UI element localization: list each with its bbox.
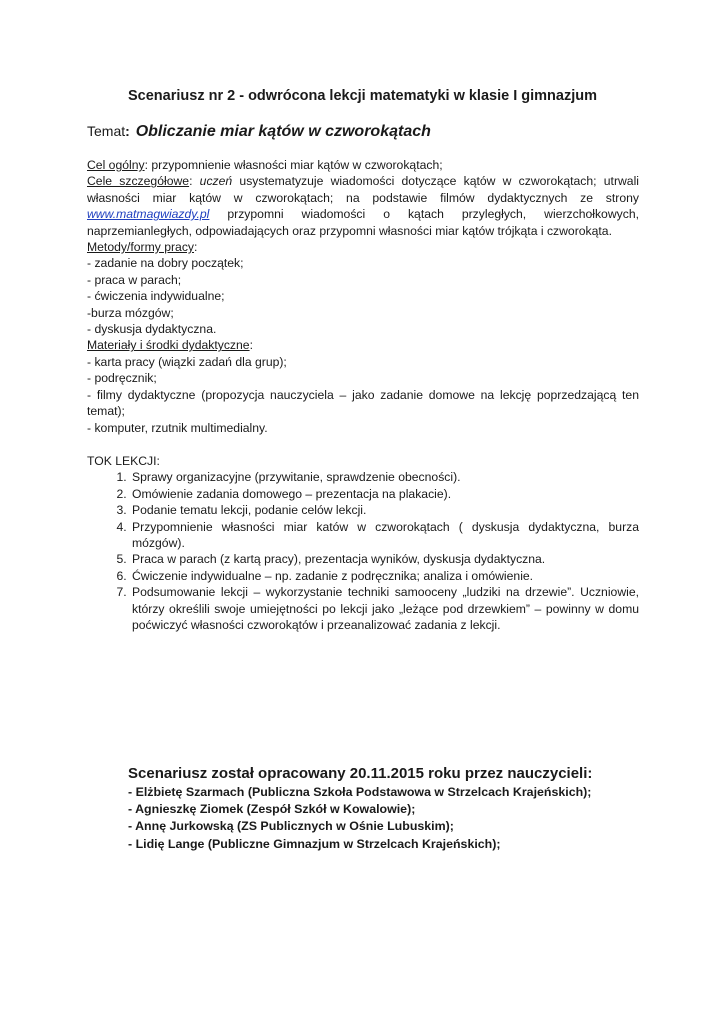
author-line: - Agnieszkę Ziomek (Zespół Szkół w Kowalowie); bbox=[128, 802, 416, 817]
lesson-step: 3. Podanie tematu lekcji, podanie celów lekcji. bbox=[130, 502, 639, 518]
lesson-step: 1. Sprawy organizacyjne (przywitanie, sprawdzenie obecności). bbox=[130, 469, 639, 485]
materials-section: Materiały i środki dydaktyczne: - karta pracy (wiązki zadań dla grup); - podręcznik; - filmy dydaktyczne (propozycja nauczyciela – jako zadanie domowe na lekcję poprzedzającą ten temat); - komputer, rzutnik multimedialny. bbox=[87, 338, 639, 435]
lesson-steps bbox=[87, 469, 639, 633]
goals-specific-text-2: przypomni wiadomości o kątach przyległych, wierzchołkowych, naprzemianległych, odpowiadających oraz przypomni własności miar kątów trójkąta i czworokąta. bbox=[87, 207, 639, 238]
lesson-step: 4. Przypomnienie własności miar katów w czworokątach ( dyskusja dydaktyczna, burza mózgów). bbox=[130, 519, 639, 552]
list-item: - karta pracy (wiązki zadań dla grup); bbox=[87, 354, 287, 369]
goal-general-text: przypomnienie własności miar kątów w czworokątach; bbox=[151, 158, 443, 172]
list-item: - ćwiczenia indywidualne; bbox=[87, 289, 225, 304]
list-item: -burza mózgów; bbox=[87, 305, 174, 320]
list-item: - filmy dydaktyczne (propozycja nauczyciela – jako zadanie domowe na lekcję poprzedzającą ten temat); bbox=[87, 387, 639, 419]
authors-section bbox=[128, 764, 648, 853]
topic-value: Obliczanie miar kątów w czworokątach bbox=[135, 123, 431, 140]
website-link[interactable]: www.matmagwiazdy.pl bbox=[87, 207, 210, 222]
author-line: - Annę Jurkowską (ZS Publicznych w Ośnie Lubuskim); bbox=[128, 819, 454, 834]
goals-specific: Cele szczegółowe: uczeń usystematyzuje wiadomości dotyczące kątów w czworokątach; utrwali własności miar kątów w czworokątach; na podstawie filmów dydaktycznych ze strony www.matmagwiazdy.pl przypomni wiadomości o kątach przyległych, wierzchołkowych, naprzemianległych, odpowiadających oraz przypomni własności miar kątów trójkąta i czworokąta. bbox=[87, 174, 639, 238]
lesson-section bbox=[87, 453, 639, 633]
lesson-step: 5. Praca w parach (z kartą pracy), prezentacja wyników, dyskusja dydaktyczna. bbox=[130, 551, 639, 567]
lesson-step: 6. Ćwiczenie indywidualne – np. zadanie z podręcznika; analiza i omówienie. bbox=[130, 568, 639, 584]
goal-general: Cel ogólny: przypomnienie własności miar kątów w czworokątach; bbox=[87, 158, 443, 172]
materials-label: Materiały i środki dydaktyczne bbox=[87, 338, 250, 353]
list-item: - komputer, rzutnik multimedialny. bbox=[87, 420, 268, 435]
methods-label: Metody/formy pracy bbox=[87, 240, 195, 255]
list-item: - praca w parach; bbox=[87, 272, 182, 287]
lesson-heading: TOK LEKCJI: bbox=[87, 454, 160, 468]
goal-general-label: Cel ogólny bbox=[87, 158, 145, 172]
author-line: - Lidię Lange (Publiczne Gimnazjum w Strzelcach Krajeńskich); bbox=[128, 836, 501, 851]
topic-label: Temat bbox=[87, 123, 126, 139]
list-item: - dyskusja dydaktyczna. bbox=[87, 322, 217, 337]
goals-specific-subject: uczeń bbox=[199, 174, 233, 189]
goals-specific-text: usystematyzuje wiadomości dotyczące kątów w czworokątach; utrwali własności miar kątów w czworokątach; na podstawie filmów dydaktycznych ze strony bbox=[87, 174, 639, 205]
topic-line: Temat: Obliczanie miar kątów w czworokątach bbox=[87, 123, 431, 140]
lesson-step: 7. Podsumowanie lekcji – wykorzystanie techniki samooceny „ludziki na drzewie”. Uczniowie, którzy określili swoje umiejętności po lekcji jako „leżące pod drzewkiem” – powinny w domu poćwiczyć własności czworokątów i przeanalizować zadania z lekcji. bbox=[130, 584, 639, 633]
lesson-step: 2. Omówienie zadania domowego – prezentacja na plakacie). bbox=[130, 486, 639, 502]
goals-section bbox=[87, 157, 639, 436]
authors-title: Scenariusz został opracowany 20.11.2015 roku przez nauczycieli: bbox=[128, 765, 593, 782]
list-item: - zadanie na dobry początek; bbox=[87, 256, 244, 271]
list-item: - podręcznik; bbox=[87, 371, 157, 386]
author-line: - Elżbietę Szarmach (Publiczna Szkoła Podstawowa w Strzelcach Krajeńskich); bbox=[128, 785, 592, 799]
document-title: Scenariusz nr 2 - odwrócona lekcji matematyki w klasie I gimnazjum bbox=[128, 88, 597, 104]
methods-section: Metody/formy pracy: - zadanie na dobry początek; - praca w parach; - ćwiczenia indywidualne; -burza mózgów; - dyskusja dydaktyczna. bbox=[87, 239, 639, 337]
goals-specific-label: Cele szczegółowe bbox=[87, 174, 190, 189]
